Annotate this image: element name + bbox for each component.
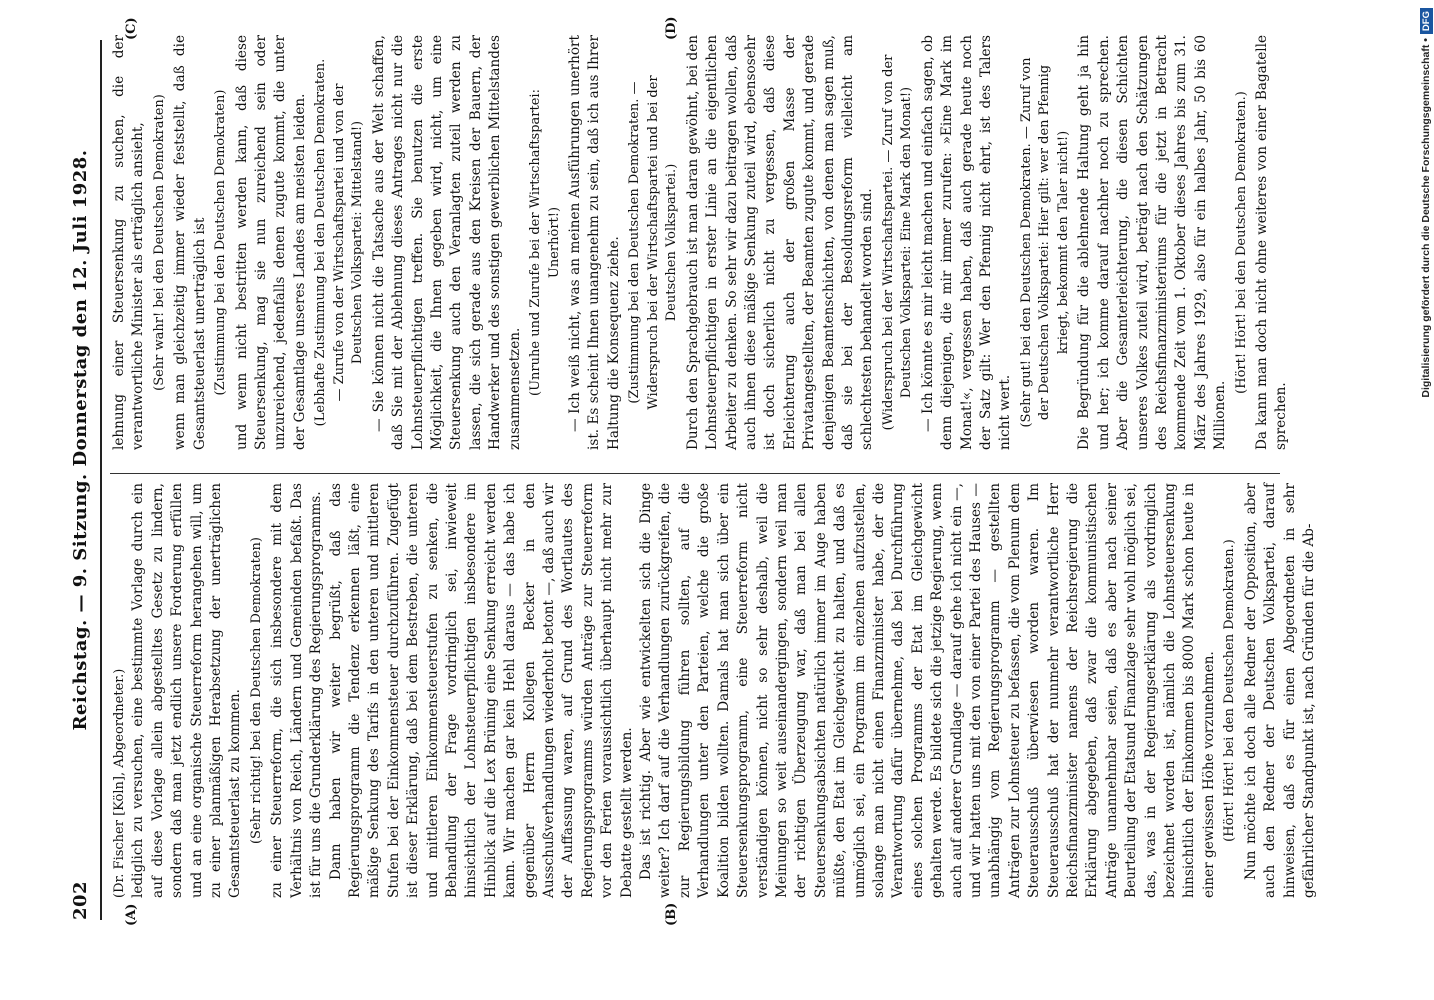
interjection: (Lebhafte Zustimmung bei den Deutschen Demokraten. — Zurufe von der Wirtschaftspartei und von der Deutschen Volkspartei: Mittelstand!) xyxy=(313,58,366,427)
interjection: (Sehr gut! bei den Deutschen Demokraten. — Zuruf von der Deutschen Volkspartei: Hier gilt: wer den Pfennig kriegt, bekommt den Taler nicht!) xyxy=(1018,57,1071,428)
paragraph: lediglich zu versuchen, eine bestimmte Vorlage durch ein auf diese Vorlage allein abgestelltes Gesetz zu lindern, sondern daß man jetzt endlich unsere Forderung erfüllen und an eine organische Steuerreform herangehen will, um zu einer planmäßigen Herabsetzung der unerträglichen Gesamtsteuerlast zu kommen. xyxy=(130,483,244,898)
margin-marker-b: (B) xyxy=(664,902,679,926)
paragraph: Da kann man doch nicht ohne weiteres von einer Bagatelle sprechen. xyxy=(1254,35,1290,450)
paragraph: — Sie können nicht die Tatsache aus der Welt schaffen, daß Sie mit der Ablehnung dieses Antrages nicht nur die Lohnsteuerpflichtigen treffen. Sie benutzen die erste Möglichkeit, die Ihnen gegeben wird, nicht, um eine Steuersenkung auch den Veranlagten zuteil werden zu lassen, die sich gerade aus den Kreisen der Bauern, der Handwerker und des sonstigen gewerblichen Mittelstandes zusammensetzen. xyxy=(370,35,523,450)
paragraph: Das ist richtig. Aber wie entwickelten sich die Dinge weiter? Ich darf auf die Verhandlungen zurückgreifen, die zur Regierungsbildung führen sollten, auf die Verhandlungen unter den Parteien, welche die große Koalition bilden wollten. Damals hat man sich über ein Steuersenkungsprogramm, eine Steuerreform nicht verständigen können, nicht so sehr deshalb, weil die Meinungen so weit auseinandergingen, sondern weil man der richtigen Überzeugung war, daß man bei allen Steuersenkungsabsichten natürlich immer im Auge haben müßte, den Etat im Gleichgewicht zu halten, und daß es unmöglich sei, ein Programm im einzelnen aufzustellen, solange man nicht einen Finanzminister habe, der die Verantwortung dafür übernehme, daß bei Durchführung eines solchen Programms der Etat im Gleichgewicht gehalten werde. Es bildete sich die jetzige Regierung, wenn auch auf anderer Grundlage — darauf gehe ich nicht ein —, und wir hatten uns mit den von einer Partei des Hauses — unabhängig vom Regierungsprogramm — gestellten Anträgen zur Lohnsteuer zu befassen, die vom Plenum dem Steuerausschuß überwiesen worden waren. Im Steuerausschuß hat der nunmehr verantwortliche Herr Reichsfinanzminister namens der Reichsregierung die Erklärung abgegeben, daß zwar die kommunistischen Anträge unannehmbar seien, daß es aber nach seiner Beurteilung der Etatsund Finanzlage sehr wohl möglich sei, das, was in der Regierungserklärung als vordringlich bezeichnet worden ist, nämlich die Lohnsteuersenkung hinsichtlich der Einkommen bis 8000 Mark schon heute in einer gewissen Höhe vorzunehmen. xyxy=(638,483,1217,898)
paragraph: lehnung einer Steuersenkung zu suchen, die der verantwortliche Minister als erträglich ansieht, xyxy=(111,35,147,450)
speaker-label: (Dr. Fischer [Köln], Abgeordneter.) xyxy=(112,668,127,898)
digitization-credit xyxy=(1418,8,1434,988)
paragraph: Nun möchte ich doch alle Redner der Opposition, aber auch den Redner der Deutschen Volkspartei, darauf hinweisen, daß es für einen Abgeordneten in sehr gefährlicher Standpunkt ist, nach Gründen für die Ab- xyxy=(1242,483,1317,898)
page-content xyxy=(64,16,1317,926)
margin-marker-d: (D) xyxy=(664,16,679,40)
margin-marker-a: (A) xyxy=(124,903,139,926)
paragraph: wenn man gleichzeitig immer wieder feststellt, daß die Gesamtsteuerlast unerträglich ist xyxy=(172,35,208,450)
credit-text: Digitalisierung gefördert durch die Deutsche Forschungsgemeinschaft • xyxy=(1420,38,1432,398)
paragraph: Die Begründung für die ablehnende Haltung geht ja hin und her; ich komme darauf nachher noch zu sprechen. Aber die Gesamterleichterung, die diesen Schichten unseres Volkes zuteil wird, beträgt nach den Schätzungen des Reichsfinanzministeriums für die jetzt in Betracht kommende Zeit vom 1. Oktober dieses Jahres bis zum 31. März des Jahres 1929, also für ein halbes Jahr, 50 bis 60 Millionen. xyxy=(1076,35,1229,450)
dfg-logo: DFG xyxy=(1420,8,1433,34)
paragraph: — Ich weiß nicht, was an meinen Ausführungen unerhört ist. Es scheint Ihnen unangenehm zu sein, daß ich aus Ihrer Haltung die Konsequenz ziehe. xyxy=(567,35,622,450)
paragraph: Durch den Sprachgebrauch ist man daran gewöhnt, bei den Lohnsteuerpflichtigen in erster Linie an die eigentlichen Arbeiter zu denken. So sehr wir dazu beitragen wollen, daß auch ihnen diese mäßige Senkung zuteil wird, ebensosehr ist doch sicherlich nicht zu vergessen, daß diese Erleichterung auch der großen Masse der Privatangestellten, der Beamten zugute kommt, und gerade denjenigen Beamtenschichten, von denen man sagen muß, daß sie bei der Besoldungsreform vielleicht am schlechtesten behandelt worden sind. xyxy=(684,35,876,450)
running-title: Reichstag. — 9. Sitzung. Donnerstag den 12. Juli 1928. xyxy=(70,149,91,731)
interjection: (Sehr wahr! bei den Deutschen Demokraten) xyxy=(151,94,167,391)
interjection: (Widerspruch bei der Wirtschaftspartei. — Zuruf von der Deutschen Volkspartei: Eine Mark den Monat!) xyxy=(880,54,915,431)
header-rule xyxy=(100,40,102,920)
paragraph: — Ich könnte es mir leicht machen und einfach sagen, ob denn diejenigen, die mir immer zurufen: »Eine Mark im Monat!«, vergessen haben, daß auch gerade heute noch der Satz gilt: Wer den Pfennig nicht ehrt, ist des Talers nicht wert. xyxy=(919,35,1014,450)
interjection: (Zustimmung bei den Deutschen Demokraten. — Widerspruch bei der Wirtschaftspartei und bei der Deutschen Volkspartei.) xyxy=(627,75,680,410)
paragraph: und wenn nicht bestritten werden kann, daß diese Steuersenkung, mag sie nun zureichend sein oder unzureichend, jedenfalls denen zugute kommt, die unter der Gesamtlage unseres Landes am meisten leiden. xyxy=(233,35,308,450)
interjection: (Sehr richtig! bei den Deutschen Demokraten) xyxy=(248,537,264,845)
margin-marker-c: (C) xyxy=(124,17,139,40)
page-number: 202 xyxy=(70,880,91,920)
interjection: (Hört! Hört! bei den Deutschen Demokraten.) xyxy=(1233,91,1249,394)
paragraph: zu einer Steuerreform, die sich insbesondere mit dem Verhältnis von Reich, Ländern und Gemeinden befaßt. Das ist für uns die Grunderklärung des Regierungsprogramms. xyxy=(269,483,325,898)
right-column xyxy=(110,35,1290,450)
interjection: (Zustimmung bei den Deutschen Demokraten) xyxy=(213,89,229,396)
column-divider xyxy=(110,473,1280,474)
interjection: (Hört! Hört! bei den Deutschen Demokraten.) xyxy=(1222,539,1238,842)
interjection: (Unruhe und Zurufe bei der Wirtschaftspartei: Unerhört!) xyxy=(528,89,562,396)
left-column xyxy=(110,483,1317,898)
page-header xyxy=(64,40,98,920)
paragraph: Dann haben wir weiter begrüßt, daß das Regierungsprogramm die Tendenz erkennen läßt, eine mäßige Senkung des Tarifs in den unteren und mittleren Stufen bei der Einkommensteuer durchzuführen. Zugefügt ist dieser Erklärung, daß bei dem Bestreben, die unteren und mittleren Einkommensteuerstufen zu senken, die Behandlung der Frage vordringlich sei, inwieweit hinsichtlich der Lohnsteuerpflichtigen insbesondere im Hinblick auf die Lex Brüning eine Senkung erreicht werden kann. Wir machen gar kein Hehl daraus — das habe ich gegenüber Herrn Kollegen Becker in den Ausschußverhandlungen wiederholt betont —, daß auch wir der Auffassung waren, auf Grund des Wortlautes des Regierungsprogramms würden Anträge zur Steuerreform vor den Ferien voraussichtlich überhaupt nicht mehr zur Debatte gestellt werden. xyxy=(327,483,635,898)
